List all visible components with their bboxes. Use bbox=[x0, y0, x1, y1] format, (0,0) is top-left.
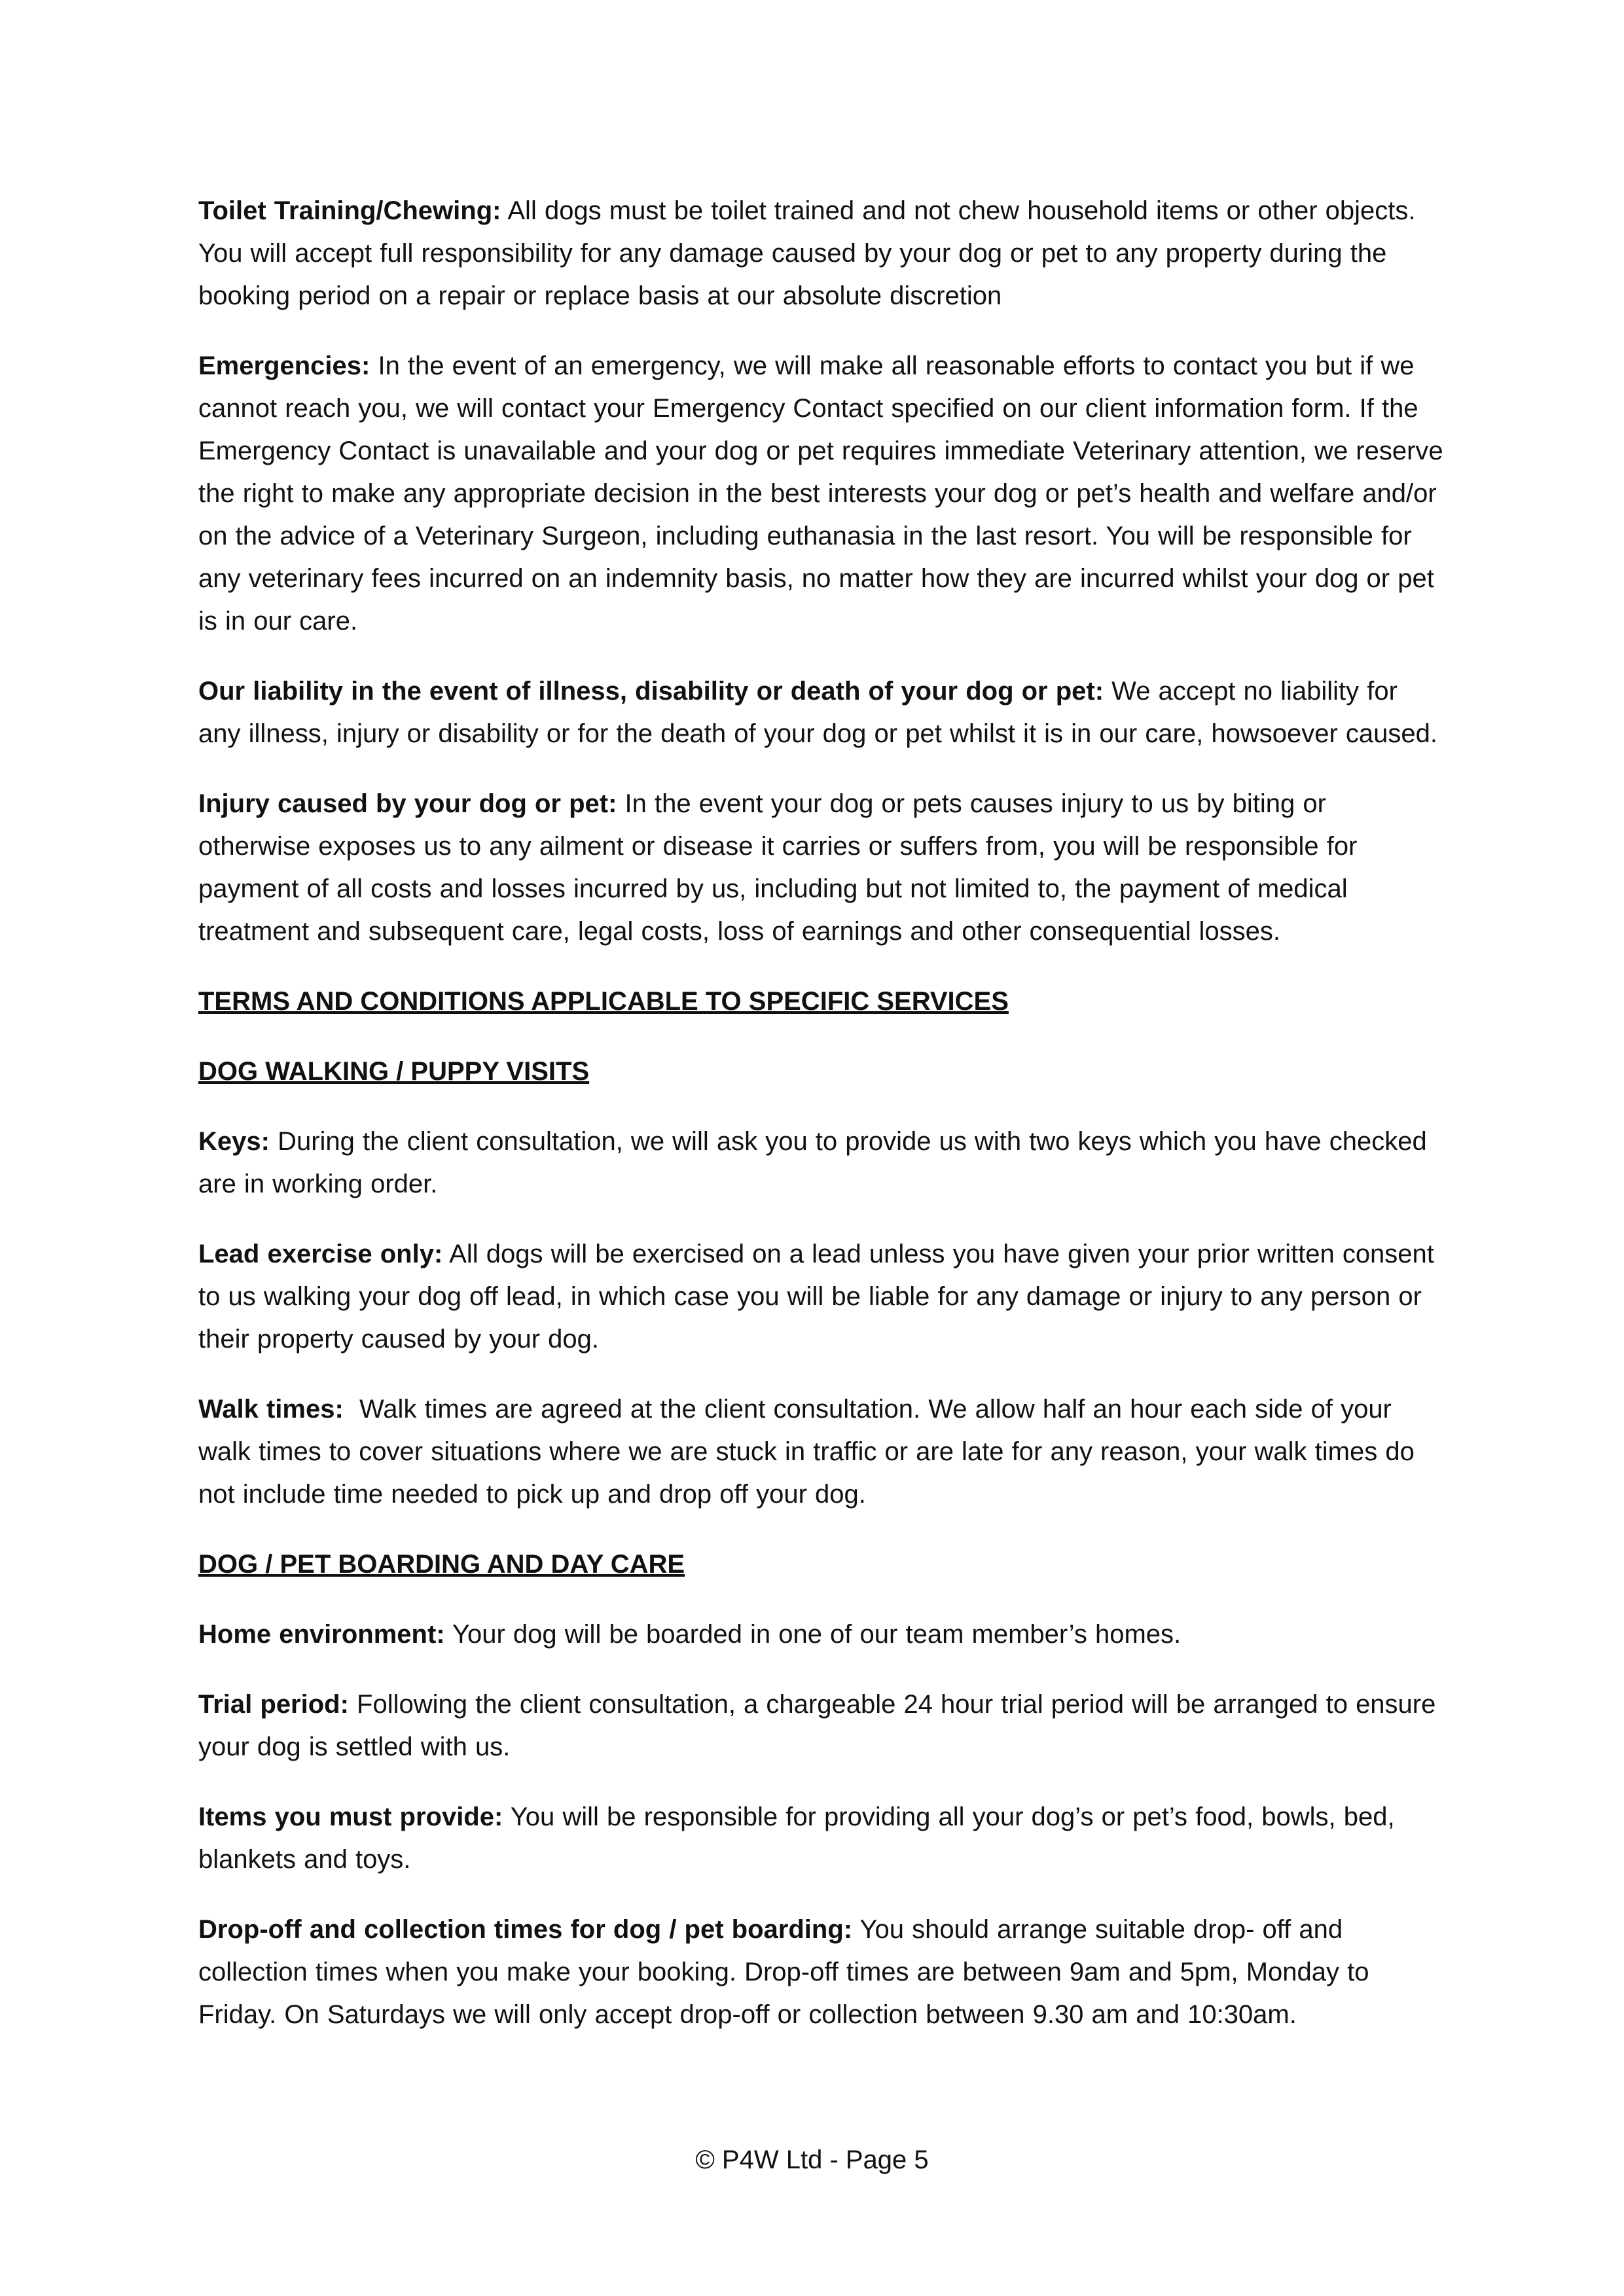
document-body bbox=[198, 190, 1445, 2064]
clause-title: Emergencies: bbox=[198, 351, 370, 380]
clause-text: You should arrange suitable drop- off and collection times when you make your booking. Drop-off times are between 9am and 5pm, Monday to Friday. On Saturdays we will only accept drop-off or collection between 9.30 am and 10:30am. bbox=[198, 1915, 1369, 2029]
clause-text: Walk times are agreed at the client consultation. We allow half an hour each side of your walk times to cover situations where we are stuck in traffic or are late for any reason, your walk times do not include time needed to pick up and drop off your dog. bbox=[198, 1395, 1422, 1509]
heading-boarding: DOG / PET BOARDING AND DAY CARE bbox=[198, 1550, 685, 1579]
clause-text: We accept no liability for any illness, injury or disability or for the death of your dog or pet whilst it is in our care, howsoever caused. bbox=[198, 677, 1438, 748]
clause-text: Your dog will be boarded in one of our team member’s homes. bbox=[444, 1620, 1182, 1649]
clause-title: Our liability in the event of illness, disability or death of your dog or pet: bbox=[198, 677, 1104, 706]
clause-text: In the event your dog or pets causes injury to us by biting or otherwise exposes us to any ailment or disease it carries or suffers from, you will be responsible for payment of all costs and losses incurred by us, including but not limited to, the payment of medical treatment and subsequent care, legal costs, loss of earnings and other consequential losses. bbox=[198, 789, 1358, 946]
clause-toilet-training bbox=[198, 190, 1445, 317]
heading-specific-services: TERMS AND CONDITIONS APPLICABLE TO SPECIFIC SERVICES bbox=[198, 987, 1009, 1016]
clause-trial-period bbox=[198, 1683, 1445, 1768]
clause-drop-off-times bbox=[198, 1909, 1445, 2036]
clause-title: Items you must provide: bbox=[198, 1803, 503, 1831]
clause-emergencies bbox=[198, 345, 1445, 643]
clause-text: All dogs will be exercised on a lead unless you have given your prior written consent to us walking your dog off lead, in which case you will be liable for any damage or injury to any person or their property caused by your dog. bbox=[198, 1240, 1434, 1354]
clause-title: Toilet Training/Chewing: bbox=[198, 196, 501, 225]
clause-title: Lead exercise only: bbox=[198, 1240, 443, 1268]
clause-home-environment bbox=[198, 1613, 1445, 1656]
clause-title: Trial period: bbox=[198, 1690, 349, 1719]
clause-title: Walk times: bbox=[198, 1395, 344, 1424]
clause-injury bbox=[198, 783, 1445, 953]
clause-text: In the event of an emergency, we will make all reasonable efforts to contact you but if we cannot reach you, we will contact your Emergency Contact specified on our client information form. If the Emergency Contact is unavailable and your dog or pet requires immediate Veterinary attention, we reserve the right to make any appropriate decision in the best interests your dog or pet’s health and welfare and/or on the advice of a Veterinary Surgeon, including euthanasia in the last resort. You will be responsible for any veterinary fees incurred on an indemnity basis, no matter how they are incurred whilst your dog or pet is in our care. bbox=[198, 351, 1443, 636]
heading-dog-walking: DOG WALKING / PUPPY VISITS bbox=[198, 1057, 590, 1086]
clause-title: Drop-off and collection times for dog / pet boarding: bbox=[198, 1915, 853, 1944]
clause-liability bbox=[198, 670, 1445, 755]
clause-text: During the client consultation, we will ask you to provide us with two keys which you have checked are in working order. bbox=[198, 1127, 1427, 1198]
clause-text: All dogs must be toilet trained and not chew household items or other objects. You will accept full responsibility for any damage caused by your dog or pet to any property during the booking period on a repair or replace basis at our absolute discretion bbox=[198, 196, 1416, 310]
clause-title: Home environment: bbox=[198, 1620, 445, 1649]
clause-title: Keys: bbox=[198, 1127, 270, 1156]
page-footer: © P4W Ltd - Page 5 bbox=[695, 2145, 929, 2174]
clause-keys bbox=[198, 1121, 1445, 1206]
clause-items-provide bbox=[198, 1796, 1445, 1881]
clause-text: Following the client consultation, a chargeable 24 hour trial period will be arranged to ensure your dog is settled with us. bbox=[198, 1690, 1436, 1761]
clause-text: You will be responsible for providing all your dog’s or pet’s food, bowls, bed, blankets and toys. bbox=[198, 1803, 1395, 1874]
clause-walk-times bbox=[198, 1388, 1445, 1516]
clause-lead-exercise bbox=[198, 1233, 1445, 1361]
clause-title: Injury caused by your dog or pet: bbox=[198, 789, 617, 818]
